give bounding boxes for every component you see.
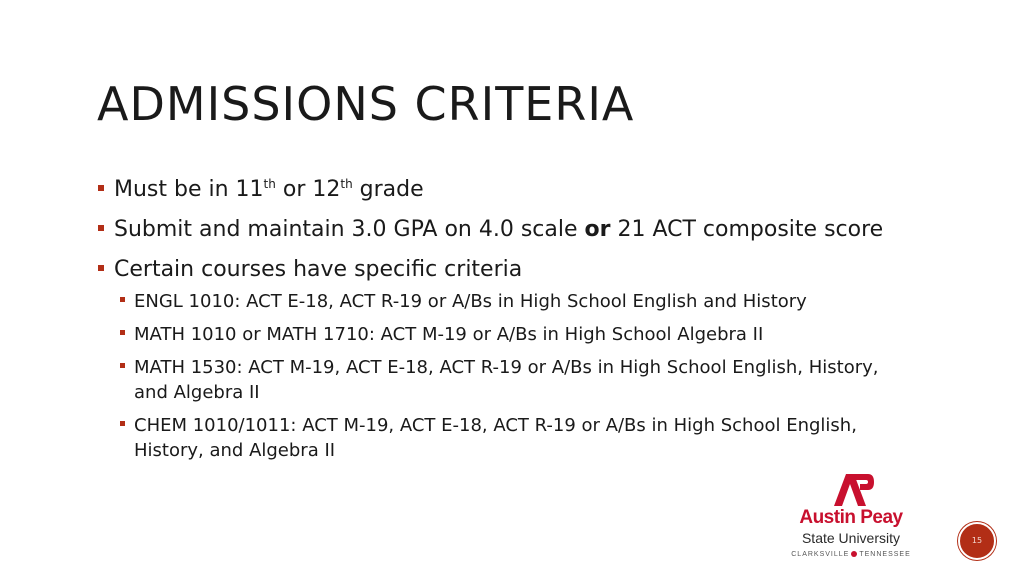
bullet-list <box>98 176 898 471</box>
logo-name: Austin Peay <box>799 507 903 528</box>
logo-location: CLARKSVILLE TENNESSEE <box>791 551 911 558</box>
bullet-marker <box>98 265 104 271</box>
sub-bullet-marker <box>120 330 125 335</box>
bullet-gpa: Submit and maintain 3.0 GPA on 4.0 scale or 21 ACT composite score <box>98 216 898 243</box>
university-logo <box>786 472 916 567</box>
sub-bullet-marker <box>120 421 125 426</box>
slide-title: ADMISSIONS CRITERIA <box>97 77 635 131</box>
bullet-courses: Certain courses have specific criteria <box>98 256 898 283</box>
bullet-marker <box>98 185 104 191</box>
ap-monogram-icon <box>830 472 874 506</box>
star-icon <box>851 551 857 557</box>
bullet-marker <box>98 225 104 231</box>
logo-subtitle: State University <box>801 530 901 546</box>
bullet-grade: Must be in 11th or 12th grade <box>98 176 898 203</box>
sub-bullet-marker <box>120 297 125 302</box>
sub-bullet-math-1530: MATH 1530: ACT M-19, ACT E-18, ACT R-19 or A/Bs in High School English, History, and Algebra II <box>120 355 898 405</box>
page-number: 15 <box>958 522 996 560</box>
sub-bullet-chem: CHEM 1010/1011: ACT M-19, ACT E-18, ACT R-19 or A/Bs in High School English, History, and Algebra II <box>120 413 898 463</box>
sub-bullet-math-1010: MATH 1010 or MATH 1710: ACT M-19 or A/Bs in High School Algebra II <box>120 322 898 347</box>
sub-bullet-marker <box>120 363 125 368</box>
sub-bullet-engl: ENGL 1010: ACT E-18, ACT R-19 or A/Bs in High School English and History <box>120 289 898 314</box>
